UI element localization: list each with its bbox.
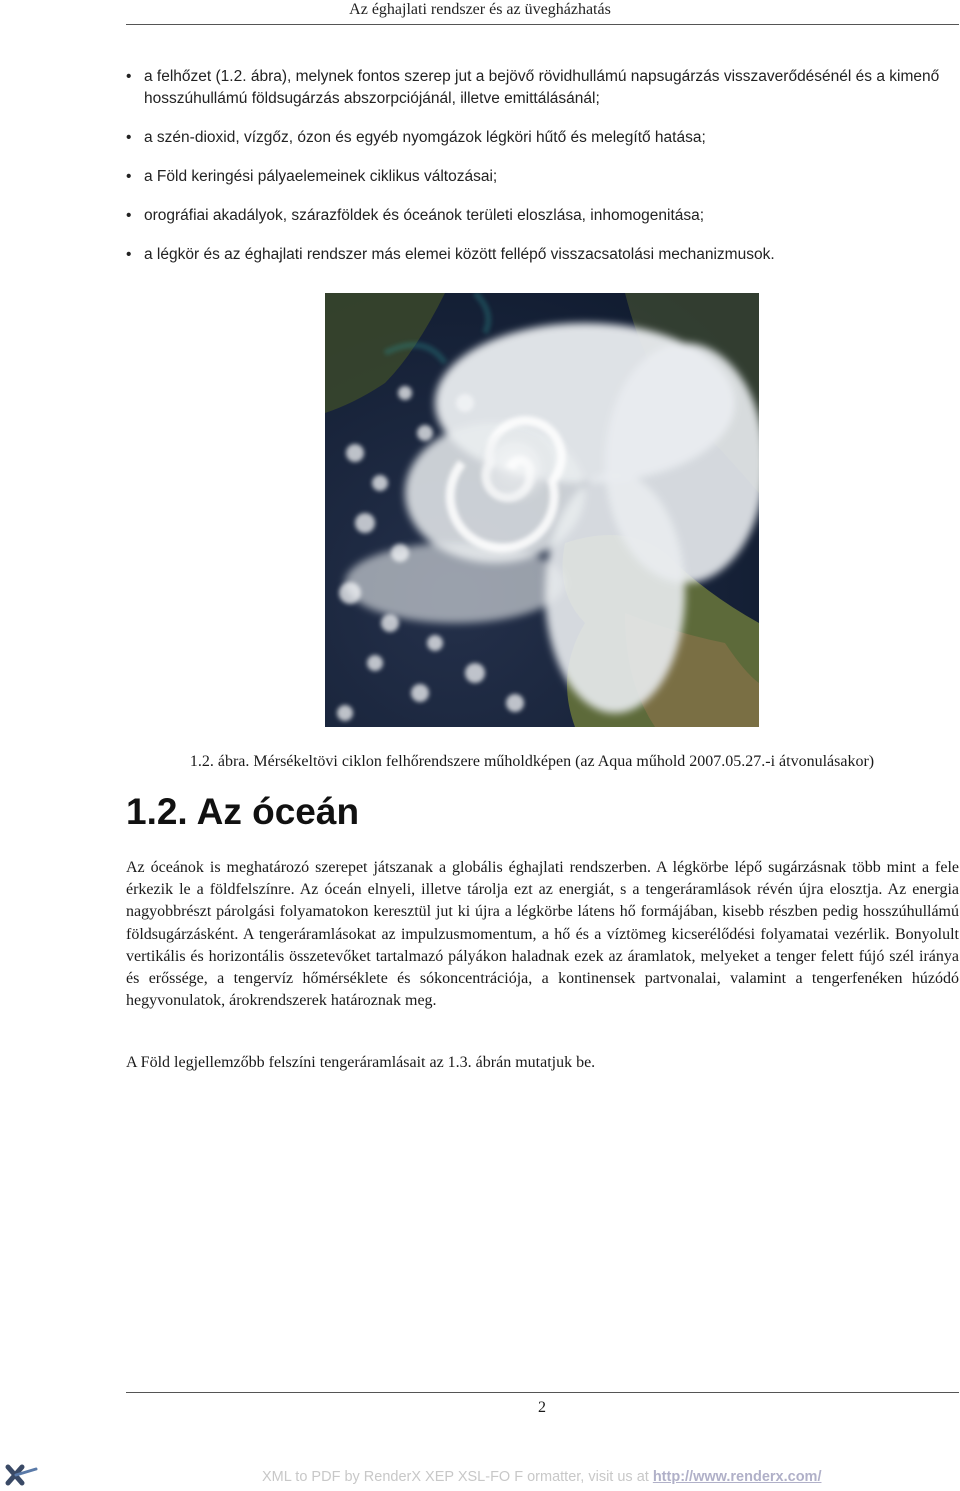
renderx-link[interactable]: http://www.renderx.com/	[652, 1469, 822, 1485]
list-item-text: a légkör és az éghajlati rendszer más elemei között fellépő visszacsatolási mechanizmusok.	[144, 246, 775, 263]
bullet-symbol: •	[126, 246, 132, 263]
bullet-symbol: •	[126, 129, 132, 146]
list-item-text: orográfiai akadályok, szárazföldek és óceánok területi eloszlása, inhomogenitása;	[144, 207, 705, 224]
bullet-list	[126, 66, 959, 283]
list-item-text: a szén-dioxid, vízgőz, ózon és egyéb nyomgázok légköri hűtő és melegítő hatása;	[144, 129, 706, 146]
body-paragraph: A Föld legjellemzőbb felszíni tengeráramlásait az 1.3. ábrán mutatjuk be.	[126, 1054, 596, 1071]
page-number: 2	[538, 1399, 546, 1416]
list-item	[126, 244, 959, 266]
list-item-text: a Föld keringési pályaelemeinek ciklikus változásai;	[144, 168, 498, 185]
bullet-symbol: •	[126, 68, 132, 85]
bullet-symbol: •	[126, 207, 132, 224]
bullet-symbol: •	[126, 168, 132, 185]
body-paragraph: Az óceánok is meghatározó szerepet játszanak a globális éghajlati rendszerben. A légkörbe lépő sugárzásnak több mint a fele érkezik le a földfelszínre. Az óceán elnyeli, illetve tárolja ezt az energiát, s a tengeráramlások révén újra elosztja. Az energia nagyobbrészt párolgási folyamatokon keresztül jut ki újra a légkörbe látens hő formájában, kisebb részben pedig hosszúhullámú földsugárzásként. A tengeráramlásokat az impulzusmomentum, a hő és a víztömeg kicserélődési folyamatai vezérlik. Bonyolult vertikális és horizontális összetevőket tartalmazó pályákon haladnak ezek az áramlatok, melyeket a tenger felett fújó szél iránya és erőssége, a tengervíz hőmérséklete és sókoncentrációja, a kontinensek partvonalai, valamint a tengerfenéken húzódó hegyvonulatok, árokrendszerek határoznak meg.	[126, 859, 959, 1010]
list-item	[126, 66, 959, 110]
footer-rule	[126, 1392, 959, 1393]
list-item	[126, 205, 959, 227]
figure-caption: 1.2. ábra. Mérsékeltövi ciklon felhőrendszere műholdképen (az Aqua műhold 2007.05.27.-i átvonulásakor)	[189, 753, 875, 770]
satellite-cyclon-image	[325, 293, 759, 727]
list-item-text: a felhőzet (1.2. ábra), melynek fontos szerep jut a bejövő rövidhullámú napsugárzás visszaverődésénél és a kimenő hosszúhullámú földsugárzás abszorpciójánál, illetve emittálásánál;	[144, 68, 940, 107]
list-item	[126, 127, 959, 149]
section-heading: 1.2. Az óceán	[126, 791, 360, 832]
running-header: Az éghajlati rendszer és az üvegházhatás	[349, 1, 611, 18]
list-item	[126, 166, 959, 188]
watermark-text: XML to PDF by RenderX XEP XSL-FO F ormatter, visit us at	[262, 1469, 653, 1485]
watermark	[262, 1468, 821, 1486]
renderx-logo	[0, 1455, 42, 1486]
header-rule	[126, 24, 959, 25]
